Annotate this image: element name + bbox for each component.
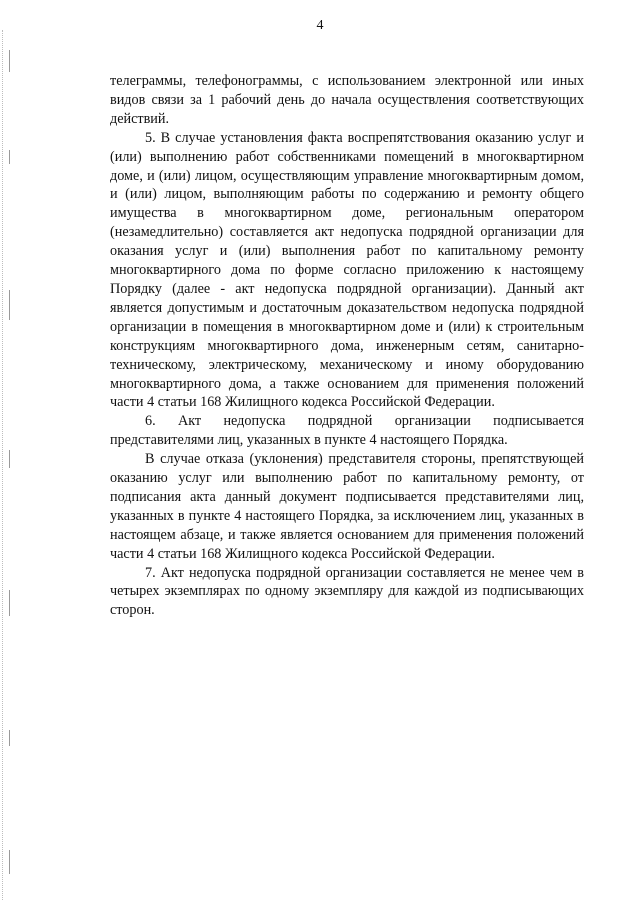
document-body [110,72,584,620]
paragraph-item-5: 5. В случае установления факта воспрепятствования оказанию услуг и (или) выполнению работ собственниками помещений в многоквартирном доме, и (или) лицом, осуществляющим управление многоквартирным домом, и (или) лицом, выполняющим работы по содержанию и ремонту общего имущества в многоквартирном доме, региональным оператором (незамедлительно) составляется акт недопуска подрядной организации для оказания услуг и (или) выполнения работ по капитальному ремонту многоквартирного дома по форме согласно приложению к настоящему Порядку (далее - акт недопуска подрядной организации). Данный акт является допустимым и достаточным доказательством недопуска подрядной организации в помещения в многоквартирном доме и (или) к строительным конструкциям многоквартирного дома, инженерным сетям, санитарно-техническому, электрическому, механическому и иному оборудованию многоквартирного дома, а также основанием для применения положений части 4 статьи 168 Жилищного кодекса Российской Федерации. [110,129,584,411]
paragraph-continuation: телеграммы, телефонограммы, с использованием электронной или иных видов связи за 1 рабочий день до начала осуществления соответствующих действий. [110,73,584,127]
paragraph-refusal: В случае отказа (уклонения) представителя стороны, препятствующей оказанию услуг или выполнению работ по капитальному ремонту, от подписания акта данный документ подписывается представителями лиц, указанных в пункте 4 настоящего Порядка, за исключением лиц, указанных в настоящем абзаце, и также является основанием для применения положений части 4 статьи 168 Жилищного кодекса Российской Федерации. [110,451,584,562]
scan-binding-edge [2,30,17,900]
page-number: 4 [316,18,324,33]
paragraph-item-6: 6. Акт недопуска подрядной организации подписывается представителями лиц, указанных в пункте 4 настоящего Порядка. [110,413,584,449]
paragraph-item-7: 7. Акт недопуска подрядной организации составляется не менее чем в четырех экземплярах по одному экземпляру для каждой из подписывающих сторон. [110,564,584,619]
